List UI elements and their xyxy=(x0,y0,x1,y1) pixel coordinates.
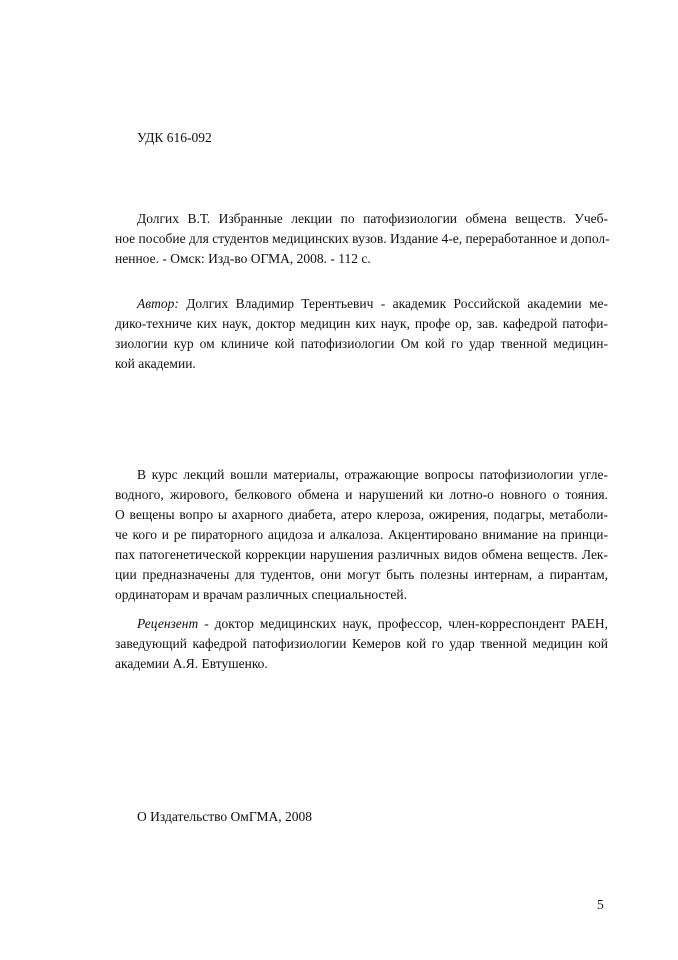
udk-code: УДК 616-092 xyxy=(137,130,212,145)
abstract-paragraph xyxy=(115,465,608,605)
reviewer-paragraph xyxy=(115,614,608,674)
page-number: 5 xyxy=(597,897,604,912)
author-name: Долгих Владимир Терентьевич - академик Российской академии ме- xyxy=(178,296,608,311)
abstract-line: О вещены вопро ы ахарного диабета, атеро клероза, ожирения, подагры, метаболи- xyxy=(115,507,608,522)
abstract-line: В курс лекций вошли материалы, отражающие вопросы патофизиологии угле- xyxy=(137,467,608,482)
citation-line: ное пособие для студентов медицинских вузов. Издание 4-е, переработанное и допол- xyxy=(115,231,610,246)
reviewer-label: Рецензент xyxy=(137,616,199,631)
author-line xyxy=(115,294,608,314)
reviewer-line: академии А.Я. Евтушенко. xyxy=(115,656,268,671)
abstract-line: пах патогенетической коррекции нарушения различных видов обмена веществ. Лек- xyxy=(115,547,608,562)
reviewer-description: - доктор медицинских наук, профессор, член-корреспондент РАЕН, xyxy=(198,616,608,631)
abstract-line: ординаторам и врачам различных специальностей. xyxy=(115,587,407,602)
abstract-line: че кого и ре пираторного ацидоза и алкалоза. Акцентировано внимание на принци- xyxy=(115,527,608,542)
author-line: дико-техниче ких наук, доктор медицин ких наук, профе ор, зав. кафедрой патофи- xyxy=(115,316,608,331)
author-line: зиологии кур ом клиниче кой патофизиологии Ом кой го удар твенной медицин- xyxy=(115,336,608,351)
citation-line: Долгих В.Т. Избранные лекции по патофизиологии обмена веществ. Учеб- xyxy=(137,211,608,226)
abstract-line: ции предназначены для тудентов, они могут быть полезны интернам, а пирантам, xyxy=(115,567,608,582)
abstract-line: водного, жирового, белкового обмена и нарушений ки лотно-о новного о тояния. xyxy=(115,487,608,502)
citation-line: ненное. - Омск: Изд-во ОГМА, 2008. - 112 с. xyxy=(115,251,371,266)
citation-paragraph xyxy=(115,209,608,269)
reviewer-line xyxy=(115,614,608,634)
author-line: кой академии. xyxy=(115,356,196,371)
author-label: Автор: xyxy=(137,296,179,311)
copyright-notice: О Издательство ОмГМА, 2008 xyxy=(137,809,312,824)
reviewer-line: заведующий кафедрой патофизиологии Кемеров кой го удар твенной медицин кой xyxy=(115,636,608,651)
author-paragraph xyxy=(115,294,608,374)
